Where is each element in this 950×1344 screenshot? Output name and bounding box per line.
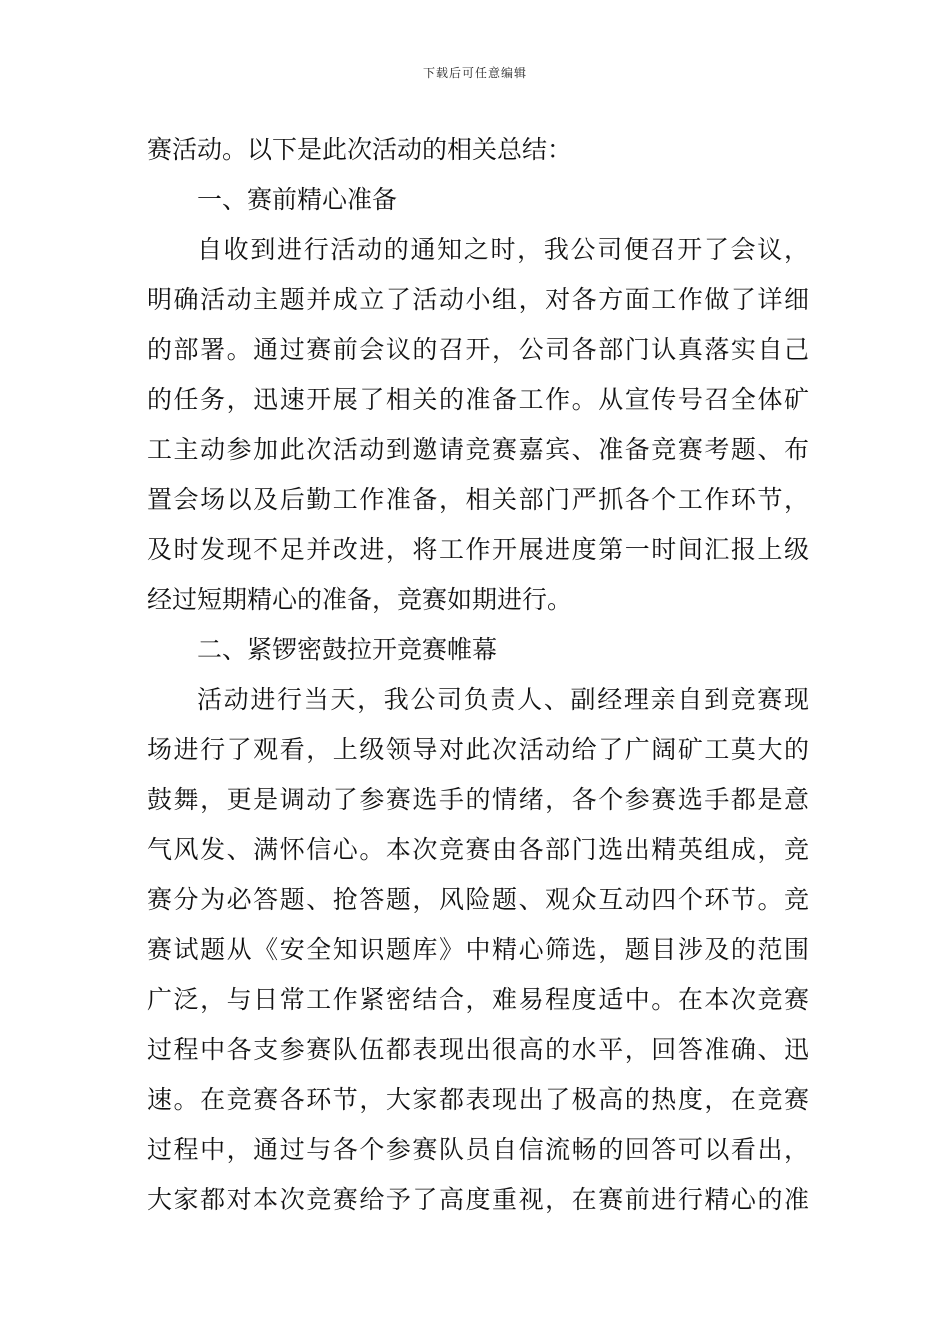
text-line: 的任务，迅速开展了相关的准备工作。从宣传号召全体矿 <box>147 385 809 414</box>
text-line: 明确活动主题并成立了活动小组，对各方面工作做了详细 <box>147 285 809 314</box>
text-line: 大家都对本次竞赛给予了高度重视，在赛前进行精心的准 <box>147 1185 809 1214</box>
text-line: 赛分为必答题、抢答题，风险题、观众互动四个环节。竞 <box>147 885 809 914</box>
text-line: 活动进行当天，我公司负责人、副经理亲自到竞赛现 <box>197 685 809 714</box>
section-heading: 二、紧锣密鼓拉开竞赛帷幕 <box>197 635 498 664</box>
body-text <box>147 125 809 1225</box>
text-line: 气风发、满怀信心。本次竞赛由各部门选出精英组成，竞 <box>147 835 809 864</box>
text-line: 过程中，通过与各个参赛队员自信流畅的回答可以看出， <box>147 1135 809 1164</box>
text-line: 赛活动。以下是此次活动的相关总结： <box>147 135 573 164</box>
text-line: 过程中各支参赛队伍都表现出很高的水平，回答准确、迅 <box>147 1035 809 1064</box>
text-line: 置会场以及后勤工作准备，相关部门严抓各个工作环节， <box>147 485 809 514</box>
text-line: 及时发现不足并改进，将工作开展进度第一时间汇报上级 <box>147 535 809 564</box>
text-line: 自收到进行活动的通知之时，我公司便召开了会议， <box>197 235 809 264</box>
text-line: 工主动参加此次活动到邀请竞赛嘉宾、准备竞赛考题、布 <box>147 435 809 464</box>
text-line: 速。在竞赛各环节，大家都表现出了极高的热度，在竞赛 <box>147 1085 809 1114</box>
page-header: 下载后可任意编辑 <box>422 66 527 80</box>
text-line: 赛试题从《安全知识题库》中精心筛选，题目涉及的范围 <box>147 935 809 964</box>
text-line: 场进行了观看，上级领导对此次活动给了广阔矿工莫大的 <box>147 735 809 764</box>
text-line: 的部署。通过赛前会议的召开，公司各部门认真落实自己 <box>147 335 809 364</box>
text-line: 广泛，与日常工作紧密结合，难易程度适中。在本次竞赛 <box>147 985 809 1014</box>
text-line: 鼓舞，更是调动了参赛选手的情绪，各个参赛选手都是意 <box>147 785 809 814</box>
text-line: 经过短期精心的准备，竞赛如期进行。 <box>147 585 573 614</box>
section-heading: 一、赛前精心准备 <box>197 185 398 214</box>
